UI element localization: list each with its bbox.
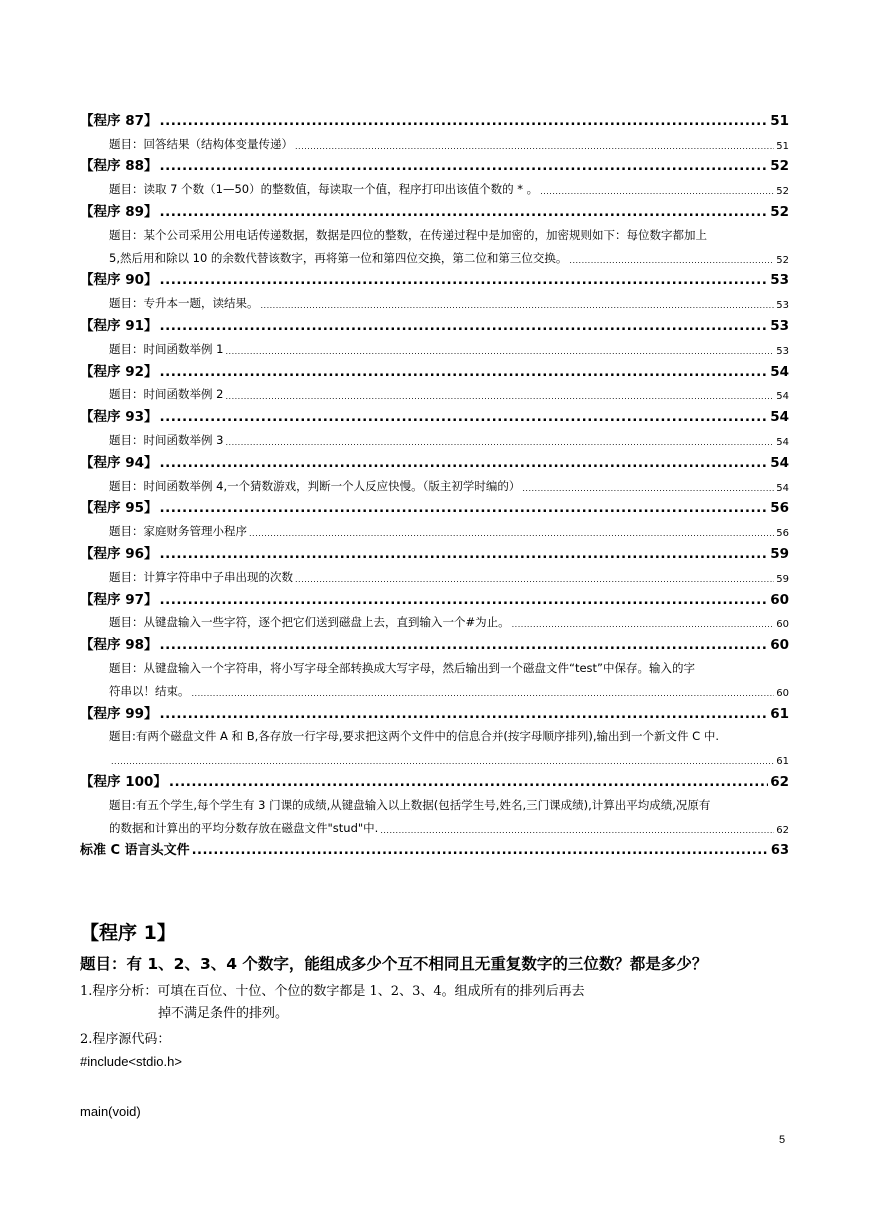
- toc-entry-subtitle[interactable]: [80, 516, 789, 539]
- toc-entry-text: 题目：读取 7 个数（1—50）的整数值，每读取一个值，程序打印出该值个数的 * 。: [109, 182, 539, 197]
- toc-page-number: 54: [776, 436, 789, 448]
- toc-leader-dots: [160, 455, 769, 471]
- toc-entry-text: 题目:有两个磁盘文件 A 和 B,各存放一行字母,要求把这两个文件中的信息合并(按字母顺序排列),输出到一个新文件 C 中.: [109, 729, 720, 744]
- code-line: #include<stdio.h>: [80, 1054, 182, 1069]
- toc-page-number: 56: [776, 528, 789, 540]
- toc-page-number: 51: [770, 112, 789, 129]
- toc-entry-heading[interactable]: [80, 539, 789, 562]
- toc-entry-text: 【程序 90】: [80, 272, 158, 289]
- toc-leader-dots: [160, 272, 769, 288]
- toc-entry-text: 题目：从键盘输入一个字符串，将小写字母全部转换成大写字母，然后输出到一个磁盘文件“test”中保存。输入的字: [109, 660, 695, 675]
- toc-entry-subtitle[interactable]: [80, 562, 789, 585]
- toc-entry-heading[interactable]: [80, 311, 789, 334]
- toc-entry-text: 【程序 99】: [80, 705, 158, 722]
- toc-entry-subtitle[interactable]: [80, 608, 789, 631]
- toc-page-number: 53: [776, 300, 789, 312]
- toc-entry-text: 题目：时间函数举例 4,一个猜数游戏，判断一个人反应快慢。（版主初学时编的）: [109, 478, 521, 493]
- toc-page-number: 52: [770, 203, 789, 220]
- toc-entry-text: 题目：家庭财务管理小程序: [109, 524, 247, 539]
- toc-entry-text: 符串以！结束。: [109, 683, 190, 698]
- toc-entry-heading[interactable]: [80, 585, 789, 608]
- toc-leader-dots: [160, 706, 769, 722]
- page-number: 5: [779, 1134, 786, 1146]
- toc-entry-subtitle[interactable]: [80, 174, 789, 197]
- toc-entry-text: 题目:有五个学生,每个学生有 3 门课的成绩,从键盘输入以上数据(包括学生号,姓名,三门课成绩),计算出平均成绩,况原有: [109, 797, 711, 812]
- toc-leader-dots: [160, 637, 769, 653]
- toc-leader-dots: [540, 183, 774, 197]
- toc-leader-dots: [261, 297, 775, 311]
- toc-leader-dots: [111, 753, 774, 767]
- toc-entry-text: 【程序 93】: [80, 409, 158, 426]
- toc-leader-dots: [160, 204, 769, 220]
- toc-entry-text: 题目：时间函数举例 1: [109, 341, 224, 356]
- toc-entry-text: 【程序 97】: [80, 591, 158, 608]
- toc-entry-text: 【程序 95】: [80, 500, 158, 517]
- toc-entry-text: 题目：专升本一题，读结果。: [109, 296, 259, 311]
- program-heading: 【程序 1】: [80, 922, 176, 944]
- toc-entry-heading[interactable]: [80, 106, 789, 129]
- toc-entry-heading[interactable]: [80, 699, 789, 722]
- toc-leader-dots: [169, 774, 768, 790]
- toc-page-number: 59: [776, 573, 789, 585]
- toc-page-number: 53: [776, 345, 789, 357]
- toc-entry-subtitle[interactable]: [80, 334, 789, 357]
- toc-leader-dots: [160, 500, 769, 516]
- toc-entry-heading[interactable]: [80, 266, 789, 289]
- toc-entry-subtitle[interactable]: [80, 722, 789, 768]
- toc-entry-heading[interactable]: [80, 152, 789, 175]
- problem-title: 题目：有 1、2、3、4 个数字，能组成多少个互不相同且无重复数字的三位数？都是多少？: [80, 955, 708, 973]
- toc-page-number: 51: [776, 140, 789, 152]
- toc-entry-heading[interactable]: [80, 630, 789, 653]
- toc-entry-text: 【程序 89】: [80, 203, 158, 220]
- toc-entry-heading[interactable]: [80, 836, 789, 859]
- toc-entry-text: 题目：某个公司采用公用电话传递数据，数据是四位的整数，在传递过程中是加密的，加密规则如下：每位数字都加上: [109, 227, 707, 242]
- toc-page-number: 54: [770, 409, 789, 426]
- toc-entry-heading[interactable]: [80, 402, 789, 425]
- toc-page-number: 63: [770, 843, 789, 859]
- source-label: 2.程序源代码：: [80, 1032, 171, 1047]
- toc-leader-dots: [160, 158, 769, 174]
- toc-entry-text: 【程序 94】: [80, 454, 158, 471]
- table-of-contents: [80, 106, 789, 858]
- toc-page-number: 62: [776, 824, 789, 836]
- toc-page-number: 61: [776, 756, 789, 768]
- toc-entry-text: 5,然后用和除以 10 的余数代替该数字，再将第一位和第四位交换，第二位和第三位交换。: [109, 250, 568, 265]
- toc-entry-text: 【程序 96】: [80, 545, 158, 562]
- toc-entry-text: 【程序 92】: [80, 363, 158, 380]
- toc-entry-subtitle[interactable]: [80, 220, 789, 266]
- toc-page-number: 52: [770, 158, 789, 175]
- toc-entry-text: 题目：从键盘输入一些字符，逐个把它们送到磁盘上去，直到输入一个#为止。: [109, 615, 510, 630]
- toc-page-number: 54: [770, 363, 789, 380]
- toc-page-number: 53: [770, 317, 789, 334]
- toc-leader-dots: [295, 138, 774, 152]
- toc-leader-dots: [569, 252, 774, 266]
- toc-entry-subtitle[interactable]: [80, 288, 789, 311]
- toc-page-number: 61: [770, 705, 789, 722]
- toc-entry-heading[interactable]: [80, 767, 789, 790]
- toc-entry-subtitle[interactable]: [80, 471, 789, 494]
- code-line: main(void): [80, 1104, 141, 1119]
- toc-leader-dots: [160, 409, 769, 425]
- toc-entry-text: 【程序 91】: [80, 317, 158, 334]
- toc-page-number: 52: [776, 254, 789, 266]
- toc-leader-dots: [160, 546, 769, 562]
- toc-leader-dots: [225, 343, 774, 357]
- toc-entry-text: 题目：计算字符串中子串出现的次数: [109, 569, 293, 584]
- program-section: [80, 905, 789, 1119]
- toc-page-number: 62: [770, 773, 789, 790]
- toc-page-number: 60: [770, 591, 789, 608]
- toc-leader-dots: [160, 318, 769, 334]
- toc-leader-dots: [160, 592, 769, 608]
- toc-entry-text: 【程序 98】: [80, 637, 158, 654]
- toc-entry-heading[interactable]: [80, 357, 789, 380]
- analysis-line-1: 1.程序分析：可填在百位、十位、个位的数字都是 1、2、3、4。组成所有的排列后再去: [80, 984, 585, 999]
- toc-entry-text: 【程序 100】: [80, 773, 167, 790]
- toc-leader-dots: [192, 843, 769, 858]
- toc-page-number: 60: [770, 637, 789, 654]
- analysis-line-2: 掉不满足条件的排列。: [158, 1006, 289, 1021]
- toc-entry-subtitle[interactable]: [80, 129, 789, 152]
- toc-leader-dots: [295, 571, 774, 585]
- toc-entry-subtitle[interactable]: [80, 790, 789, 836]
- toc-entry-text: 【程序 87】: [80, 112, 158, 129]
- toc-entry-text: 题目：时间函数举例 3: [109, 432, 224, 447]
- toc-entry-text: 的数据和计算出的平均分数存放在磁盘文件"stud"中.: [109, 820, 379, 835]
- toc-entry-text: 题目：回答结果（结构体变量传递）: [109, 136, 293, 151]
- toc-page-number: 56: [770, 500, 789, 517]
- toc-entry-heading[interactable]: [80, 494, 789, 517]
- toc-leader-dots: [249, 525, 774, 539]
- blank-line: [80, 1069, 789, 1097]
- toc-leader-dots: [160, 364, 769, 380]
- toc-page-number: 53: [770, 272, 789, 289]
- toc-entry-heading[interactable]: [80, 448, 789, 471]
- toc-leader-dots: [522, 480, 774, 494]
- toc-leader-dots: [192, 685, 775, 699]
- toc-page-number: 60: [776, 687, 789, 699]
- toc-leader-dots: [160, 113, 769, 129]
- toc-page-number: 54: [776, 482, 789, 494]
- toc-leader-dots: [512, 616, 775, 630]
- toc-page-number: 52: [776, 186, 789, 198]
- toc-entry-heading[interactable]: [80, 197, 789, 220]
- toc-entry-text: 题目：时间函数举例 2: [109, 387, 224, 402]
- toc-leader-dots: [225, 434, 774, 448]
- toc-leader-dots: [225, 388, 774, 402]
- toc-page-number: 54: [770, 454, 789, 471]
- toc-entry-subtitle[interactable]: [80, 380, 789, 403]
- toc-entry-text: 标准 C 语言头文件: [80, 843, 190, 859]
- toc-entry-text: 【程序 88】: [80, 158, 158, 175]
- toc-leader-dots: [380, 822, 774, 836]
- toc-page-number: 59: [770, 545, 789, 562]
- toc-entry-subtitle[interactable]: [80, 425, 789, 448]
- toc-page-number: 54: [776, 391, 789, 403]
- toc-page-number: 60: [776, 619, 789, 631]
- toc-entry-subtitle[interactable]: [80, 653, 789, 699]
